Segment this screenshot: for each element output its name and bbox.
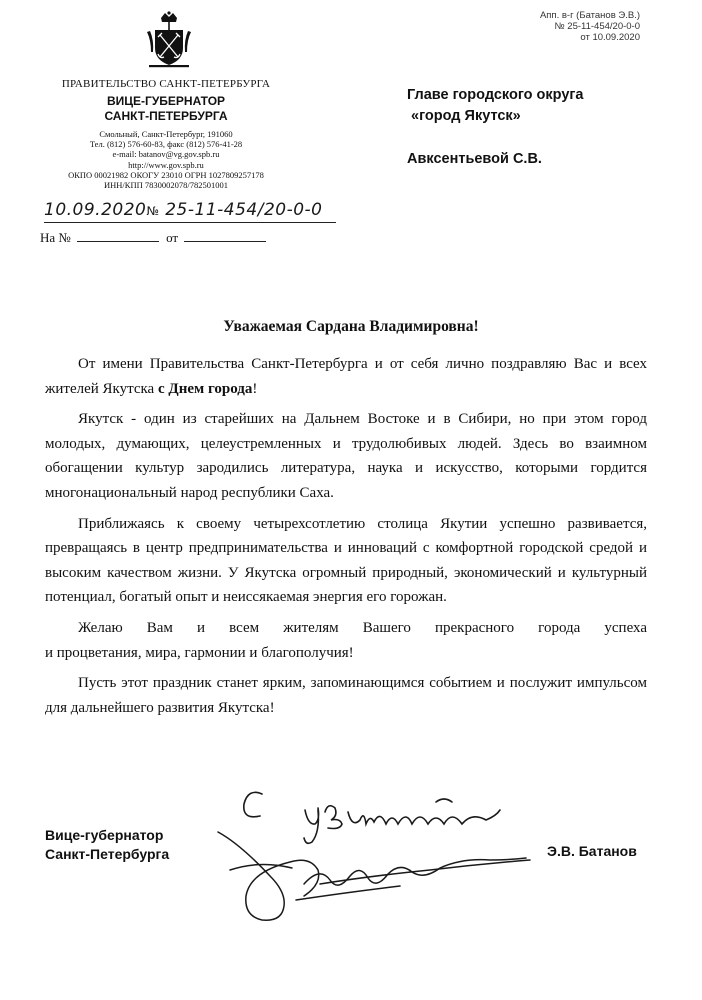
addressee-block xyxy=(407,85,584,170)
contact-codes: ОКПО 00021982 ОКОГУ 23010 ОГРН 1027809257178 xyxy=(68,169,264,180)
letterhead-title-line-2: САНКТ-ПЕТЕРБУРГА xyxy=(104,109,228,123)
stamp-line-2: № 25-11-454/20-0-0 xyxy=(554,21,640,32)
addressee-city: «город Якутск» xyxy=(411,108,521,124)
letter-greeting: Уважаемая Сардана Владимировна! xyxy=(223,318,479,335)
paragraph-3: Приближаясь к своему четырехсотлетию столица Якутии успешно развивается, превращаясь в центр предпринимательства и инноваций с комфортной городской средой и высоким качеством жизни. У Якутска огромный природный, экономический и культурный потенциал, богатый опыт и неиссякаемая энергия его горожан. xyxy=(45,515,647,606)
addressee-position: Главе городского округа xyxy=(407,87,584,103)
signatory-name: Э.В. Батанов xyxy=(547,843,637,859)
paragraph-1-end: ! xyxy=(252,380,258,397)
signatory-title-line-2: Санкт-Петербурга xyxy=(45,846,170,862)
registration-number: 25-11-454/20-0-0 xyxy=(165,200,323,220)
contact-details xyxy=(40,129,292,190)
handwritten-signature xyxy=(200,780,540,940)
paragraph-4-line-2: и процветания, мира, гармонии и благополучия! xyxy=(45,644,354,661)
letterhead-title xyxy=(40,94,292,124)
registration-date: 10.09.2020 xyxy=(44,200,147,220)
paragraph-5: Пусть этот праздник станет ярким, запоминающимся событием и послужит импульсом для дальнейшего развития Якутска! xyxy=(45,675,647,716)
registration-stamp xyxy=(540,10,640,43)
letter-body xyxy=(45,352,647,726)
reference-date-blank xyxy=(184,241,266,242)
stamp-line-1: Апп. в-г (Батанов Э.В.) xyxy=(539,10,640,21)
signatory-title xyxy=(45,826,169,864)
reference-line xyxy=(40,230,270,246)
paragraph-1 xyxy=(45,352,647,401)
government-name: ПРАВИТЕЛЬСТВО САНКТ-ПЕТЕРБУРГА xyxy=(61,78,271,90)
contact-website: http://www.gov.spb.ru xyxy=(128,159,204,170)
addressee-name: Авксентьевой С.В. xyxy=(407,151,542,167)
letterhead xyxy=(40,78,292,190)
paragraph-2: Якутск - один из старейших на Дальнем Востоке и в Сибири, но при этом город молодых, думающих, целеустремленных и трудолюбивых людей. Здесь во взаимном обогащении культур зародились литература, наука и искусство, которыми гордится многонациональный народ республики Саха. xyxy=(45,411,647,501)
paragraph-1-bold: с Днем города xyxy=(157,380,253,397)
contact-phone: Тел. (812) 576-60-83, факс (812) 576-41-28 xyxy=(89,139,243,150)
reference-from-label: от xyxy=(166,230,179,245)
reference-label: На № xyxy=(40,230,71,245)
contact-inn: ИНН/КПП 7830002078/782501001 xyxy=(104,180,228,191)
registration-handwritten xyxy=(44,200,322,220)
registration-number-sign: № xyxy=(146,204,160,218)
contact-address: Смольный, Санкт-Петербург, 191060 xyxy=(99,129,233,139)
stamp-line-3: от 10.09.2020 xyxy=(580,32,640,43)
signatory-title-line-1: Вице-губернатор xyxy=(45,827,164,843)
registration-underline xyxy=(44,222,336,223)
contact-email: e-mail: batanov@vg.gov.spb.ru xyxy=(112,149,220,160)
coat-of-arms-emblem xyxy=(143,10,195,70)
letterhead-title-line-1: ВИЦЕ-ГУБЕРНАТОР xyxy=(106,94,226,108)
paragraph-1-text: От имени Правительства Санкт-Петербурга и от себя лично поздравляю Вас и всех жителей Якутска xyxy=(45,356,647,397)
paragraph-4-line-1: Желаю Вам и всем жителям Вашего прекрасного города успеха xyxy=(78,619,647,636)
reference-number-blank xyxy=(77,241,159,242)
